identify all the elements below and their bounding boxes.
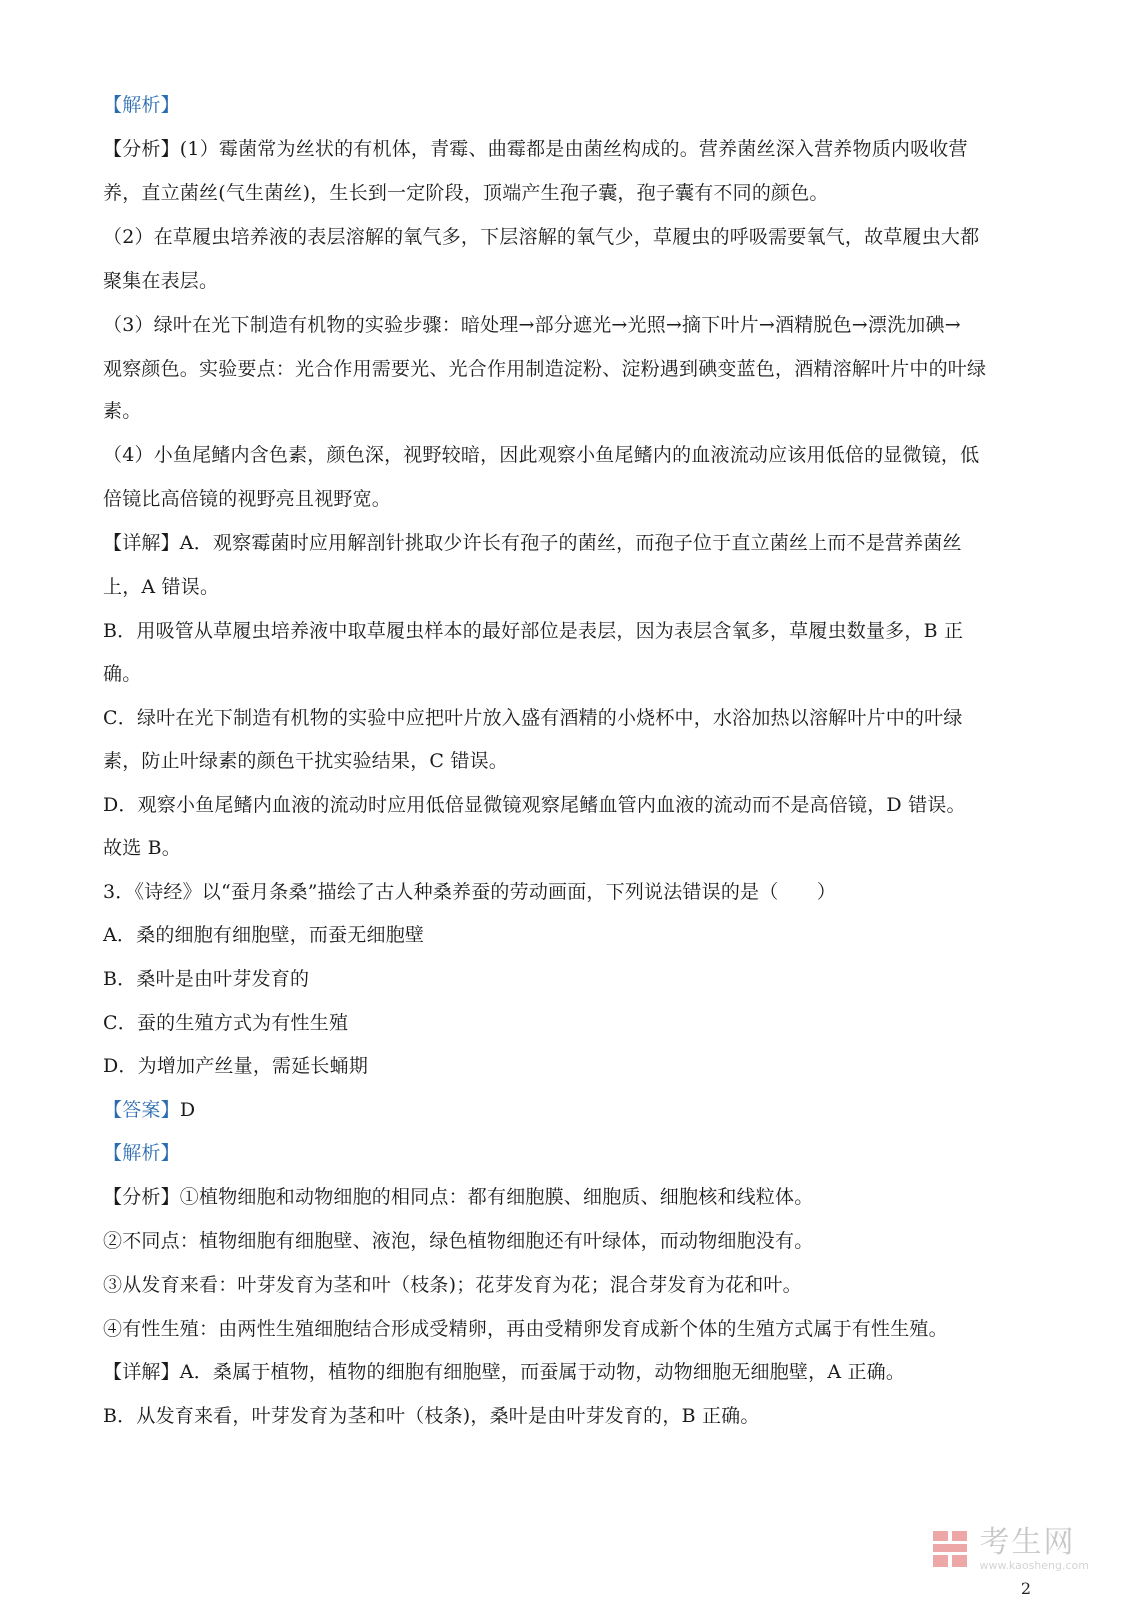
text-line: 【分析】(1）霉菌常为丝状的有机体，青霉、曲霉都是由菌丝构成的。营养菌丝深入营养物质内吸收营 bbox=[103, 138, 968, 160]
text-line: 上，A 错误。 bbox=[103, 576, 220, 598]
text-line: 素，防止叶绿素的颜色干扰实验结果，C 错误。 bbox=[103, 750, 508, 772]
text-line: B．用吸管从草履虫培养液中取草履虫样本的最好部位是表层，因为表层含氧多，草履虫数量多，B 正 bbox=[103, 620, 964, 642]
text-line: 【分析】①植物细胞和动物细胞的相同点：都有细胞膜、细胞质、细胞核和线粒体。 bbox=[103, 1186, 814, 1208]
text-line: 养，直立菌丝(气生菌丝)，生长到一定阶段，顶端产生孢子囊，孢子囊有不同的颜色。 bbox=[103, 182, 829, 204]
section-heading-jiexi: 【解析】 bbox=[103, 94, 180, 116]
text-line: （3）绿叶在光下制造有机物的实验步骤：暗处理→部分遮光→光照→摘下叶片→酒精脱色→漂洗加碘→ bbox=[103, 314, 961, 336]
kaosheng-logo-icon bbox=[931, 1529, 969, 1569]
text-line: （2）在草履虫培养液的表层溶解的氧气多，下层溶解的氧气少，草履虫的呼吸需要氧气，故草履虫大都 bbox=[103, 226, 980, 248]
text-line: ②不同点：植物细胞有细胞壁、液泡，绿色植物细胞还有叶绿体，而动物细胞没有。 bbox=[103, 1230, 814, 1252]
answer-label: 【答案】 bbox=[103, 1099, 180, 1121]
text-line: 观察颜色。实验要点：光合作用需要光、光合作用制造淀粉、淀粉遇到碘变蓝色，酒精溶解叶片中的叶绿 bbox=[103, 358, 987, 380]
text-line: 确。 bbox=[103, 663, 142, 685]
text-line: 故选 B。 bbox=[103, 837, 182, 859]
watermark-url: www.kaosheng.com bbox=[979, 1559, 1089, 1572]
option-d: D．为增加产丝量，需延长蛹期 bbox=[103, 1055, 369, 1077]
answer-value: D bbox=[179, 1099, 196, 1121]
text-line: 【详解】A．观察霉菌时应用解剖针挑取少许长有孢子的菌丝，而孢子位于直立菌丝上而不是营养菌丝 bbox=[103, 532, 962, 554]
text-line: 【详解】A．桑属于植物，植物的细胞有细胞壁，而蚕属于动物，动物细胞无细胞壁，A 正确。 bbox=[103, 1361, 906, 1383]
text-line: 倍镜比高倍镜的视野亮且视野宽。 bbox=[103, 488, 392, 510]
text-line: B．从发育来看，叶芽发育为茎和叶（枝条)，桑叶是由叶芽发育的，B 正确。 bbox=[103, 1405, 760, 1427]
text-line: D．观察小鱼尾鳍内血液的流动时应用低倍显微镜观察尾鳍血管内血液的流动而不是高倍镜，D 错误。 bbox=[103, 794, 966, 816]
section-heading-jiexi: 【解析】 bbox=[103, 1142, 180, 1164]
watermark-name: 考生网 bbox=[979, 1525, 1076, 1560]
option-c: C．蚕的生殖方式为有性生殖 bbox=[103, 1012, 349, 1034]
option-b: B．桑叶是由叶芽发育的 bbox=[103, 968, 310, 990]
page-number: 2 bbox=[1020, 1579, 1031, 1598]
watermark bbox=[931, 1526, 1089, 1572]
question-stem: 3．《诗经》以“蚕月条桑”描绘了古人种桑养蚕的劳动画面，下列说法错误的是（ ） bbox=[103, 881, 837, 903]
text-line: ④有性生殖：由两性生殖细胞结合形成受精卵，再由受精卵发育成新个体的生殖方式属于有性生殖。 bbox=[103, 1318, 948, 1340]
option-a: A．桑的细胞有细胞壁，而蚕无细胞壁 bbox=[103, 924, 425, 946]
answer-line bbox=[103, 1097, 1031, 1123]
text-line: 素。 bbox=[103, 400, 142, 422]
text-line: C．绿叶在光下制造有机物的实验中应把叶片放入盛有酒精的小烧杯中，水浴加热以溶解叶片中的叶绿 bbox=[103, 707, 963, 729]
text-line: 聚集在表层。 bbox=[103, 270, 219, 292]
text-line: （4）小鱼尾鳍内含色素，颜色深，视野较暗，因此观察小鱼尾鳍内的血液流动应该用低倍的显微镜，低 bbox=[103, 444, 980, 466]
text-line: ③从发育来看：叶芽发育为茎和叶（枝条)；花芽发育为花；混合芽发育为花和叶。 bbox=[103, 1274, 802, 1296]
